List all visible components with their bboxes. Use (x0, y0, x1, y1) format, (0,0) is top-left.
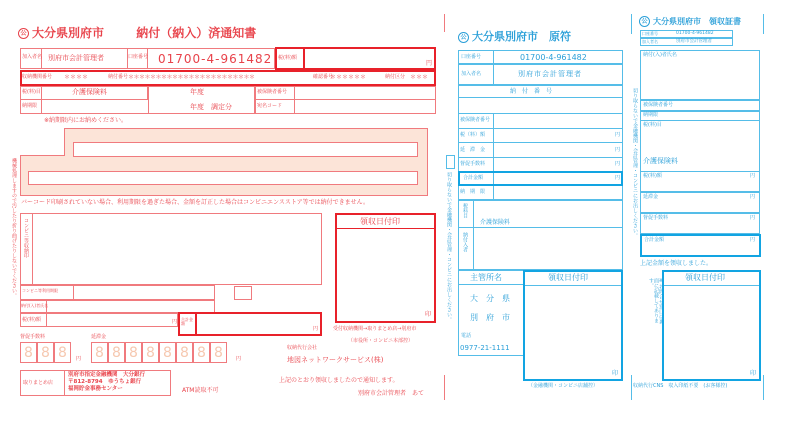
stub-account: 01700-4-961482 (520, 53, 587, 62)
inquiry-note: ※お問合せ窓口は裏面に記載してあります。 (648, 278, 664, 324)
late-fee-digits: 8 8 8 8 8 8 8 8 (91, 342, 227, 363)
stub-stamp-box (523, 270, 623, 381)
pay-number: ＊＊＊＊＊＊＊＊＊＊＊＊＊＊＊＊＊＊＊＊＊＊＊ (128, 74, 255, 81)
tax-amount-label: 税(料)額 (278, 55, 297, 61)
barcode-slot-1 (73, 142, 418, 157)
receipt-stamp-box (335, 213, 436, 323)
agency-no-label: 収納機関番号 (22, 74, 53, 80)
stub-side-note-left: 切り取らないで金融機関・会計管理・コンビニにお出しください。 (446, 172, 452, 322)
receipt-tax-item: 介護保険料 (643, 157, 678, 165)
fee-digits: 8 8 8 (20, 342, 71, 363)
pay-division: ＊＊＊ (410, 74, 429, 81)
subscriber-value: 別府市会計管理者 (48, 54, 104, 62)
barcode-slot-2 (28, 171, 418, 185)
tax-item: 介護保険料 (72, 88, 107, 96)
receipt-footer: 収納代行CNS 収入印紙不要 (お客様控) (633, 383, 728, 389)
account-label: 口座番号 (128, 54, 149, 60)
confirm-number: ＊＊＊＊＊＊ (330, 74, 367, 81)
city-name: 大分県別府市 (32, 26, 105, 40)
agency-no: ＊＊＊＊ (64, 74, 89, 81)
barcode-warning: バーコード印刷されていない場合、利用期限を過ぎた場合、金額を訂正した場合はコンビニエンスストア等では納付できません。 (21, 199, 370, 206)
stub-tax-item: 介護保険料 (480, 219, 511, 226)
notify-text: 上記のとおり領収しましたので通知します。 (279, 377, 399, 384)
city-logo-icon: 公 (639, 16, 650, 27)
side-note: 機械処理しますので汚したり折り曲げたりしないでください。 (11, 158, 17, 298)
agent-name: 地図ネットワークサービス(株) (287, 356, 384, 364)
flow-text: 受付収納機関→取りまとめ店→別府市 (333, 326, 417, 332)
total-amount-box (178, 312, 322, 336)
stub-header: 公 大分県別府市 原符 (458, 28, 571, 44)
account-number: 01700-4-961482 (158, 52, 273, 66)
notice-header (18, 24, 256, 41)
receipt-stamp-box (662, 270, 761, 381)
bank-lines: 別府市指定金融機関 大分銀行 〒812-8794 ゆうちょ銀行 福岡貯金事務センター (68, 372, 146, 392)
received-text: 上記金額を領収しました。 (640, 260, 713, 267)
due-note: ※納期限内にお納めください。 (44, 117, 128, 124)
city-logo-icon: 公 (458, 32, 469, 43)
city-logo-icon: 公 (18, 28, 29, 39)
stub-tel: 0977-21-1111 (460, 344, 510, 352)
conv-stamp-area (20, 213, 322, 285)
small-box (234, 286, 252, 300)
stub-side-note: 切り取らないで金融機関・会計管理・コンビニにお出しください。 (632, 88, 638, 238)
notice-title: 納付（納入）済通知書 (136, 26, 257, 40)
subscriber-label: 加入者名 (22, 54, 43, 60)
receipt-header: 公 大分県別府市 領収証書 (639, 16, 741, 27)
